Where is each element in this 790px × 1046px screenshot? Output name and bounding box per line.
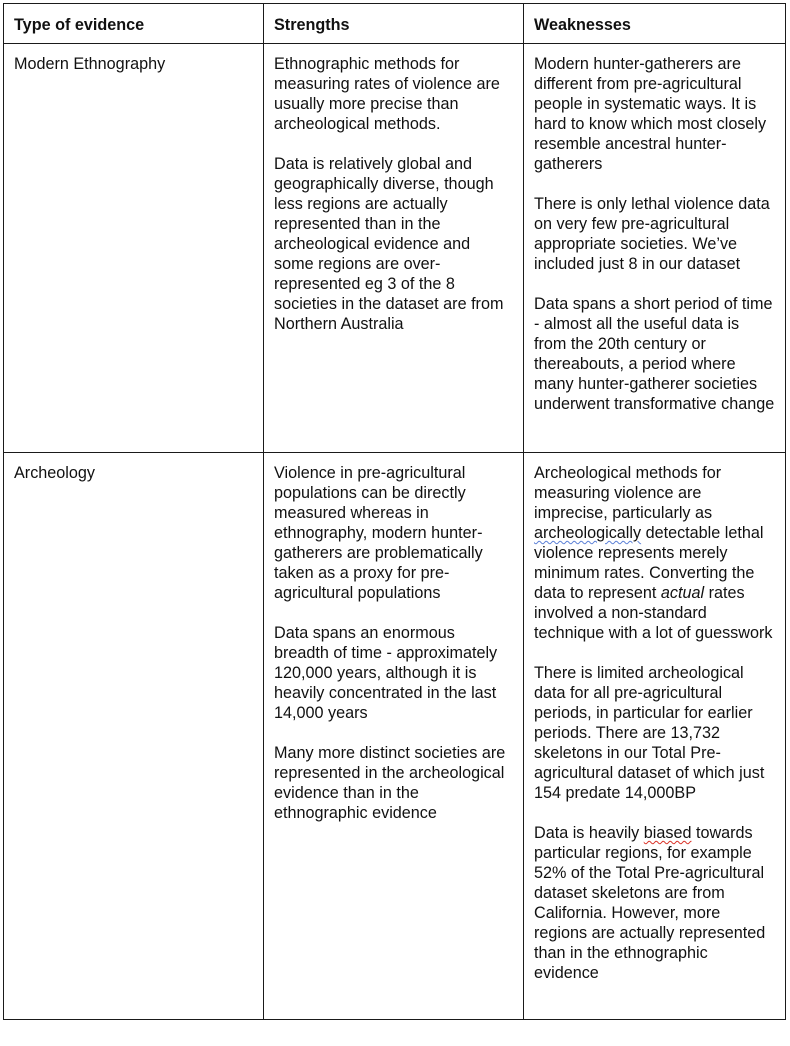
- text-run: rates involved a non-standard technique with a lot of guesswork: [534, 584, 773, 642]
- type-label: Archeology: [14, 464, 95, 482]
- header-type-of-evidence: Type of evidence: [4, 4, 264, 44]
- text-run: detectable lethal violence represents merely minimum rates. Converting the data to represent: [534, 524, 764, 602]
- paragraph: Modern hunter-gatherers are different from pre-agricultural people in systematic ways. It is hard to know which most closely resemble ancestral hunter-gatherers: [534, 55, 767, 173]
- cell-weaknesses-archeology: [524, 453, 786, 1020]
- cell-strengths-ethnography: [264, 44, 524, 453]
- paragraph: There is limited archeological data for all pre-agricultural periods, in particular for earlier periods. There are 13,732 skeletons in our Total Pre-agricultural dataset of which just 154 predate 14,000BP: [534, 664, 765, 802]
- paragraph: Data spans an enormous breadth of time - approximately 120,000 years, although it is heavily concentrated in the last 14,000 years: [274, 624, 498, 722]
- paragraph: Many more distinct societies are represented in the archeological evidence than in the ethnographic evidence: [274, 744, 506, 822]
- table-row-archeology: [4, 453, 786, 1020]
- paragraph: Data spans a short period of time - almost all the useful data is from the 20th century or thereabouts, a period where many hunter-gatherer societies underwent transformative change: [534, 295, 775, 413]
- cell-strengths-archeology: [264, 453, 524, 1020]
- spellcheck-word[interactable]: archeologically: [534, 524, 642, 542]
- paragraph: Violence in pre-agricultural populations can be directly measured whereas in ethnography, modern hunter-gatherers are problematically taken as a proxy for pre-agricultural populations: [274, 464, 483, 602]
- header-strengths: Strengths: [264, 4, 524, 44]
- header-weaknesses: Weaknesses: [524, 4, 786, 44]
- table-row-modern-ethnography: [4, 44, 786, 453]
- text-run: towards particular regions, for example 52% of the Total Pre-agricultural dataset skeletons are from California. However, more regions are actually represented than in the ethnographic evidence: [534, 824, 766, 982]
- paragraph: Ethnographic methods for measuring rates of violence are usually more precise than archeological methods.: [274, 55, 500, 133]
- paragraph: Data is relatively global and geographically diverse, though less regions are actually represented than in the archeological evidence and some regions are over-represented eg 3 of the 8 societies in the dataset are from Northern Australia: [274, 155, 504, 333]
- spellcheck-word[interactable]: biased: [643, 824, 692, 842]
- table-header-row: [4, 4, 786, 44]
- cell-type-ethnography: [4, 44, 264, 453]
- cell-weaknesses-ethnography: [524, 44, 786, 453]
- paragraph: [534, 823, 775, 983]
- evidence-table: [3, 3, 786, 1020]
- text-run: Data is heavily: [534, 824, 644, 842]
- cell-type-archeology: [4, 453, 264, 1020]
- paragraph: [534, 463, 775, 643]
- text-run: Archeological methods for measuring violence are imprecise, particularly as: [534, 464, 722, 522]
- italic-text: actual: [660, 584, 705, 602]
- type-label: Modern Ethnography: [14, 55, 166, 73]
- paragraph: There is only lethal violence data on very few pre-agricultural appropriate societies. We’ve included just 8 in our dataset: [534, 195, 770, 273]
